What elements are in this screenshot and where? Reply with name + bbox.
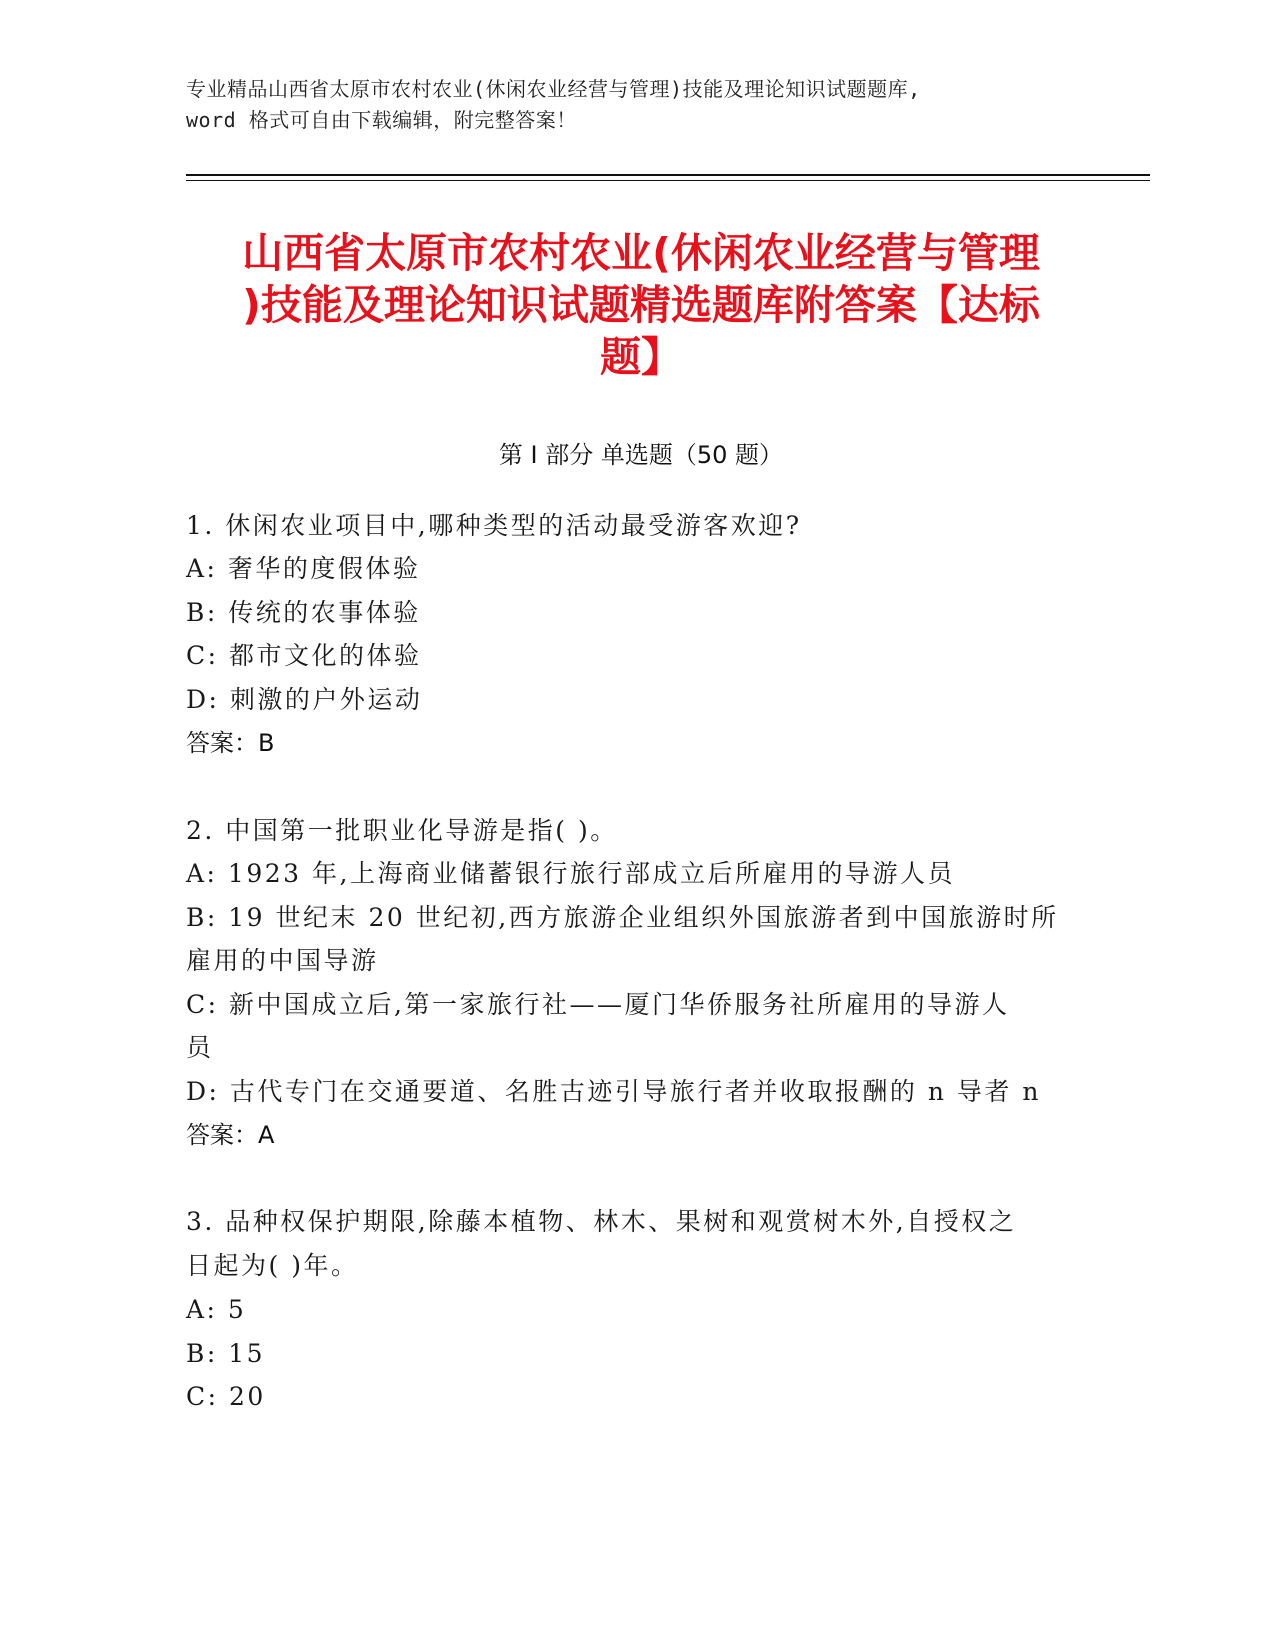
header-note-line2: word 格式可自由下载编辑，附完整答案！ (186, 108, 577, 132)
header-note (186, 74, 1086, 136)
question-3-stem-line2: 日起为( )年。 (186, 1251, 359, 1280)
question-3-option-b: B: 15 (186, 1339, 266, 1368)
header-rule-thin (186, 180, 1150, 181)
question-2-option-b-line2: 雇用的中国导游 (186, 946, 379, 975)
question-3-option-c: C: 20 (186, 1382, 266, 1411)
question-2-option-c-line2: 员 (186, 1033, 214, 1062)
question-2-option-b-line1: B: 19 世纪末 20 世纪初,西方旅游企业组织外国旅游者到中国旅游时所 (186, 903, 1059, 932)
question-3-stem-line1: 3. 品种权保护期限,除藤本植物、林木、果树和观赏树木外,自授权之 (186, 1207, 1017, 1236)
question-2-option-c-line1: C: 新中国成立后,第一家旅行社——厦门华侨服务社所雇用的导游人 (186, 990, 1010, 1019)
question-3-option-a: A: 5 (186, 1295, 247, 1324)
question-1-option-d: D: 刺激的户外运动 (186, 685, 423, 714)
question-1-stem: 1. 休闲农业项目中,哪种类型的活动最受游客欢迎? (186, 511, 802, 540)
question-2-stem: 2. 中国第一批职业化导游是指( )。 (186, 816, 618, 845)
question-1-option-b: B: 传统的农事体验 (186, 598, 421, 627)
header-note-line1: 专业精品山西省太原市农村农业(休闲农业经营与管理)技能及理论知识试题题库, (186, 77, 921, 101)
document-title (186, 227, 1096, 383)
question-2-option-a: A: 1923 年,上海商业储蓄银行旅行部成立后所雇用的导游人员 (186, 859, 955, 888)
document-title-line3: 题】 (600, 333, 682, 381)
question-2-answer: 答案：A (186, 1121, 275, 1149)
question-1-answer: 答案：B (186, 729, 275, 757)
header-rule-thick (186, 174, 1150, 176)
question-1-option-c: C: 都市文化的体验 (186, 641, 422, 670)
question-1-option-a: A: 奢华的度假体验 (186, 554, 421, 583)
question-2-option-d: D: 古代专门在交通要道、名胜古迹引导旅行者并收取报酬的 n 导者 n (186, 1077, 1041, 1106)
document-title-line2: )技能及理论知识试题精选题库附答案【达标 (242, 281, 1040, 329)
section-title: 第 I 部分 单选题（50 题） (498, 441, 784, 469)
document-title-line1: 山西省太原市农村农业(休闲农业经营与管理 (242, 229, 1040, 277)
